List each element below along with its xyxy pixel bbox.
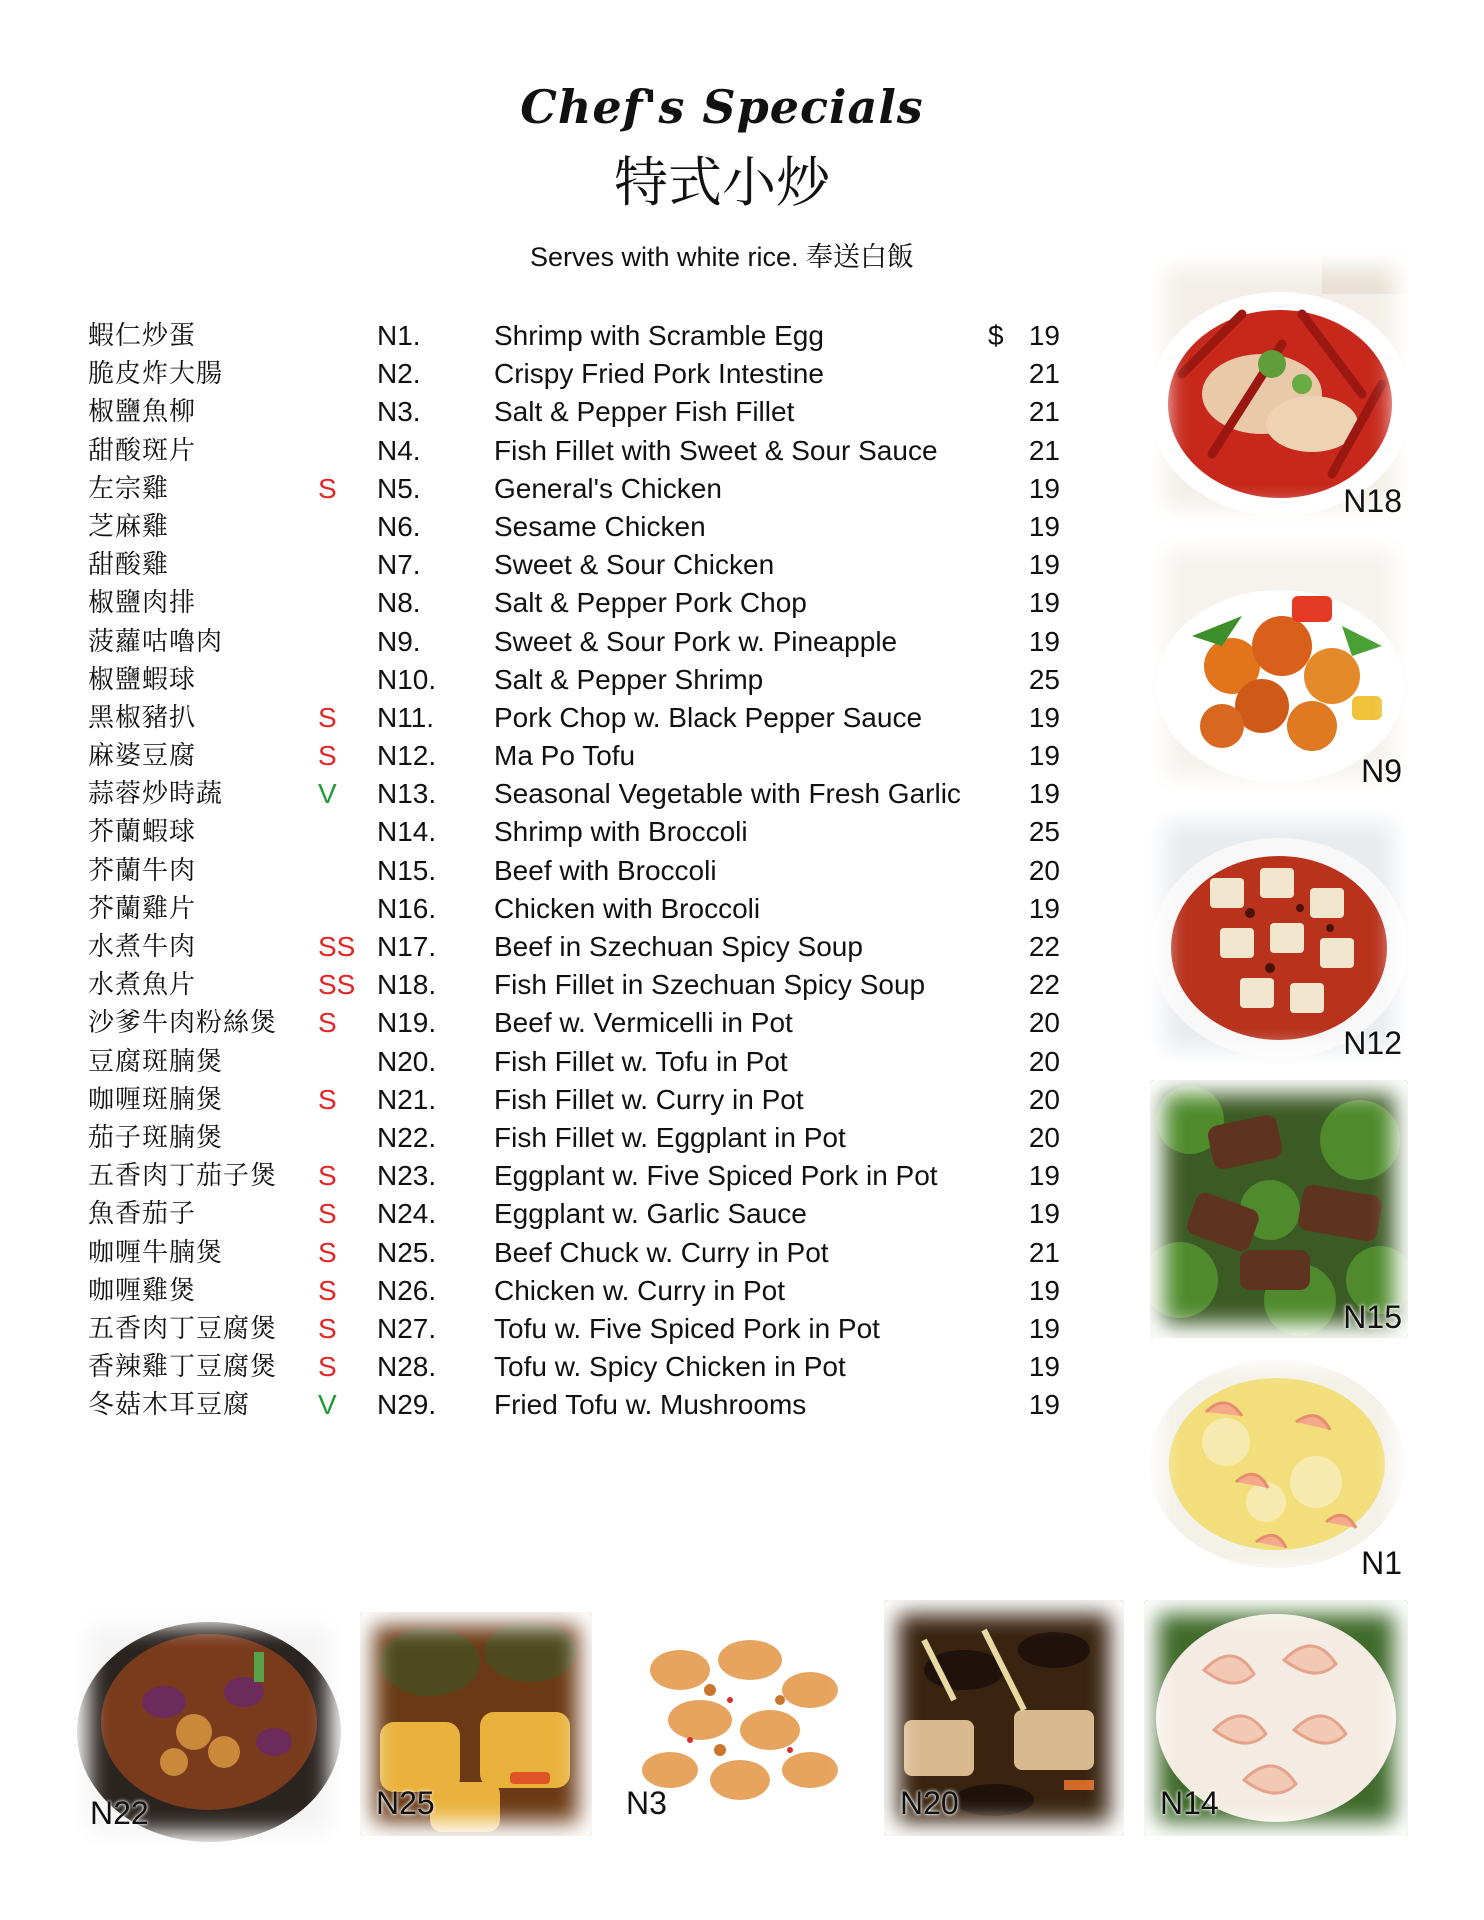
currency-symbol: $ [988,320,1004,351]
photo-n15 [1150,1080,1408,1338]
item-marker: S [318,701,337,733]
item-chinese-name: 芝麻雞 [88,511,170,542]
photo-label: N20 [900,1785,959,1821]
item-marker: S [318,1312,337,1344]
item-marker: S [318,1198,337,1230]
item-price: 19 [1028,549,1060,581]
item-price: 19 [1028,1351,1060,1383]
item-marker: S [318,1160,337,1192]
item-code: N3. [377,396,421,428]
photo-label: N12 [1343,1025,1402,1061]
item-code: N14. [377,816,437,848]
item-price: 21 [1028,358,1060,390]
item-name: Fish Fillet with Sweet & Sour Sauce [494,434,938,466]
item-name: Sweet & Sour Pork w. Pineapple [494,625,898,657]
item-marker: SS [318,931,356,962]
item-name: Beef Chuck w. Curry in Pot [494,1236,829,1268]
menu-item [88,1081,1078,1119]
photo-label: N22 [90,1795,149,1831]
item-chinese-name: 水煮魚片 [88,970,197,1001]
item-code: N17. [377,931,437,962]
menu-item [88,623,1078,661]
item-chinese-name: 芥蘭牛肉 [88,855,197,886]
item-marker: V [318,1389,337,1421]
item-code: N7. [377,549,421,581]
item-price: 19 [1028,625,1060,657]
item-name: Salt & Pepper Shrimp [494,663,764,695]
item-chinese-name: 豆腐斑腩煲 [88,1046,224,1077]
menu-item [88,966,1078,1004]
photo-label: N25 [376,1785,435,1821]
item-code: N28. [377,1351,437,1383]
menu-item [88,1234,1078,1272]
item-name: Eggplant w. Five Spiced Pork in Pot [494,1160,938,1192]
item-chinese-name: 黑椒豬扒 [88,702,197,733]
item-code: N29. [377,1389,437,1421]
item-code: N22. [377,1121,437,1153]
item-marker: S [318,740,337,772]
menu-item [88,1348,1078,1386]
item-code: N5. [377,472,421,504]
item-marker: S [318,1351,337,1383]
menu-header [0,80,1484,274]
item-price: 21 [1028,396,1060,428]
photo-n9 [1152,536,1408,792]
photo-label: N14 [1160,1785,1219,1821]
item-code: N6. [377,510,421,542]
item-name: Tofu w. Spicy Chicken in Pot [494,1351,846,1383]
item-code: N26. [377,1274,437,1306]
item-price: 20 [1028,1007,1060,1039]
menu-item [88,1043,1078,1081]
item-chinese-name: 芥蘭蝦球 [88,817,197,848]
item-chinese-name: 冬菇木耳豆腐 [88,1390,251,1421]
photo-n20 [884,1600,1124,1836]
photo-n25 [360,1612,592,1836]
item-chinese-name: 五香肉丁茄子煲 [88,1161,278,1192]
photo-label: N15 [1343,1299,1402,1335]
item-chinese-name: 蒜蓉炒時蔬 [88,779,224,810]
item-name: Seasonal Vegetable with Fresh Garlic [494,778,961,810]
item-price: 19 [1028,320,1060,351]
item-price: 21 [1028,434,1060,466]
item-chinese-name: 椒鹽肉排 [88,588,197,619]
item-chinese-name: 甜酸斑片 [88,435,197,466]
item-code: N24. [377,1198,437,1230]
item-chinese-name: 芥蘭雞片 [88,893,197,924]
item-name: Crispy Fried Pork Intestine [494,358,824,390]
item-price: 19 [1028,1160,1060,1192]
item-chinese-name: 咖喱牛腩煲 [88,1237,224,1268]
menu-item [88,737,1078,775]
page-title: Chef's Specials [520,80,924,134]
menu-item [88,775,1078,813]
menu-item [88,432,1078,470]
item-chinese-name: 麻婆豆腐 [88,741,197,772]
item-chinese-name: 茄子斑腩煲 [88,1122,224,1153]
item-name: Fish Fillet w. Tofu in Pot [494,1045,788,1077]
item-name: Fried Tofu w. Mushrooms [494,1389,807,1421]
item-chinese-name: 水煮牛肉 [88,932,197,962]
item-name: Sweet & Sour Chicken [494,549,775,581]
menu-item [88,1272,1078,1310]
item-code: N11. [377,701,435,733]
photo-n14 [1144,1600,1408,1836]
item-code: N1. [377,320,421,351]
item-name: Fish Fillet in Szechuan Spicy Soup [494,969,926,1001]
item-price: 19 [1028,892,1060,924]
item-name: Sesame Chicken [494,510,706,542]
photo-label: N3 [626,1785,667,1821]
item-chinese-name: 沙爹牛肉粉絲煲 [88,1008,278,1039]
item-marker: S [318,1274,337,1306]
item-code: N8. [377,587,421,619]
item-price: 20 [1028,1121,1060,1153]
menu-subtitle: Serves with white rice. 奉送白飯 [529,242,915,272]
item-marker: V [318,778,337,810]
item-name: Pork Chop w. Black Pepper Sauce [494,701,923,733]
photo-n3 [610,1600,866,1836]
menu-item [88,890,1078,928]
menu-item [88,1310,1078,1348]
menu-item [88,813,1078,851]
item-chinese-name: 五香肉丁豆腐煲 [88,1313,278,1344]
item-chinese-name: 椒鹽蝦球 [88,664,197,695]
item-chinese-name: 椒鹽魚柳 [88,397,197,428]
item-code: N27. [377,1312,437,1344]
item-price: 20 [1028,1045,1060,1077]
item-code: N2. [377,358,421,390]
photo-label: N9 [1361,753,1402,789]
menu-item [88,508,1078,546]
item-price: 19 [1028,510,1060,542]
item-price: 25 [1028,816,1060,848]
item-code: N16. [377,892,437,924]
photo-n22 [74,1612,344,1846]
item-name: Beef in Szechuan Spicy Soup [494,931,863,962]
item-price: 19 [1028,1389,1060,1421]
item-name: Shrimp with Broccoli [494,816,748,848]
item-name: Chicken w. Curry in Pot [494,1274,785,1306]
menu-list [88,317,1078,1424]
item-name: Salt & Pepper Fish Fillet [494,396,795,428]
item-name: Shrimp with Scramble Egg [494,320,824,351]
photo-label: N1 [1361,1545,1402,1581]
menu-item [88,661,1078,699]
menu-item [88,317,1078,355]
menu-item [88,1157,1078,1195]
item-chinese-name: 甜酸雞 [88,550,170,581]
menu-item [88,1195,1078,1233]
item-name: Ma Po Tofu [494,740,636,772]
item-name: General's Chicken [494,472,722,504]
item-marker: S [318,1236,337,1268]
item-code: N18. [377,969,437,1001]
item-marker: SS [318,969,356,1001]
item-code: N23. [377,1160,437,1192]
item-price: 21 [1028,1236,1060,1268]
menu-item [88,546,1078,584]
menu-item [88,470,1078,508]
item-price: 19 [1028,778,1060,810]
item-code: N10. [377,663,437,695]
page-title-chinese: 特式小炒 [614,151,830,214]
item-code: N21. [377,1083,437,1115]
menu-item [88,1004,1078,1042]
item-name: Eggplant w. Garlic Sauce [494,1198,807,1230]
item-price: 19 [1028,740,1060,772]
item-price: 20 [1028,854,1060,886]
photo-label: N18 [1343,483,1402,519]
item-price: 19 [1028,1312,1060,1344]
menu-item [88,1386,1078,1424]
item-code: N12. [377,740,437,772]
item-marker: S [318,1007,337,1039]
menu-item [88,393,1078,431]
item-code: N19. [377,1007,437,1039]
item-price: 19 [1028,587,1060,619]
menu-item [88,852,1078,890]
photo-n18 [1152,254,1408,522]
photo-n1 [1146,1352,1408,1584]
item-price: 25 [1028,663,1060,695]
item-chinese-name: 蝦仁炒蛋 [88,321,197,351]
item-chinese-name: 魚香茄子 [88,1199,197,1230]
menu-item [88,928,1078,966]
item-marker: S [318,1083,337,1115]
item-name: Fish Fillet w. Curry in Pot [494,1083,804,1115]
item-price: 19 [1028,1274,1060,1306]
photo-n12 [1150,808,1408,1064]
item-chinese-name: 菠蘿咕嚕肉 [88,626,224,657]
item-price: 20 [1028,1083,1060,1115]
item-chinese-name: 咖喱雞煲 [88,1275,197,1306]
menu-item [88,699,1078,737]
menu-item [88,1119,1078,1157]
item-price: 22 [1028,969,1060,1001]
item-name: Beef w. Vermicelli in Pot [494,1007,793,1039]
item-name: Fish Fillet w. Eggplant in Pot [494,1121,846,1153]
item-code: N13. [377,778,437,810]
item-code: N4. [377,434,421,466]
item-price: 22 [1028,931,1060,962]
item-code: N20. [377,1045,437,1077]
item-code: N15. [377,854,437,886]
item-marker: S [318,472,337,504]
item-name: Tofu w. Five Spiced Pork in Pot [494,1312,880,1344]
item-name: Beef with Broccoli [494,854,717,886]
menu-item [88,584,1078,622]
item-chinese-name: 左宗雞 [88,473,170,504]
item-price: 19 [1028,701,1060,733]
item-name: Chicken with Broccoli [494,892,761,924]
menu-item [88,355,1078,393]
item-price: 19 [1028,1198,1060,1230]
item-name: Salt & Pepper Pork Chop [494,587,807,619]
item-code: N9. [377,625,421,657]
item-price: 19 [1028,472,1060,504]
item-chinese-name: 咖喱斑腩煲 [88,1084,224,1115]
item-chinese-name: 脆皮炸大腸 [88,359,224,390]
item-chinese-name: 香辣雞丁豆腐煲 [88,1352,278,1383]
item-code: N25. [377,1236,437,1268]
